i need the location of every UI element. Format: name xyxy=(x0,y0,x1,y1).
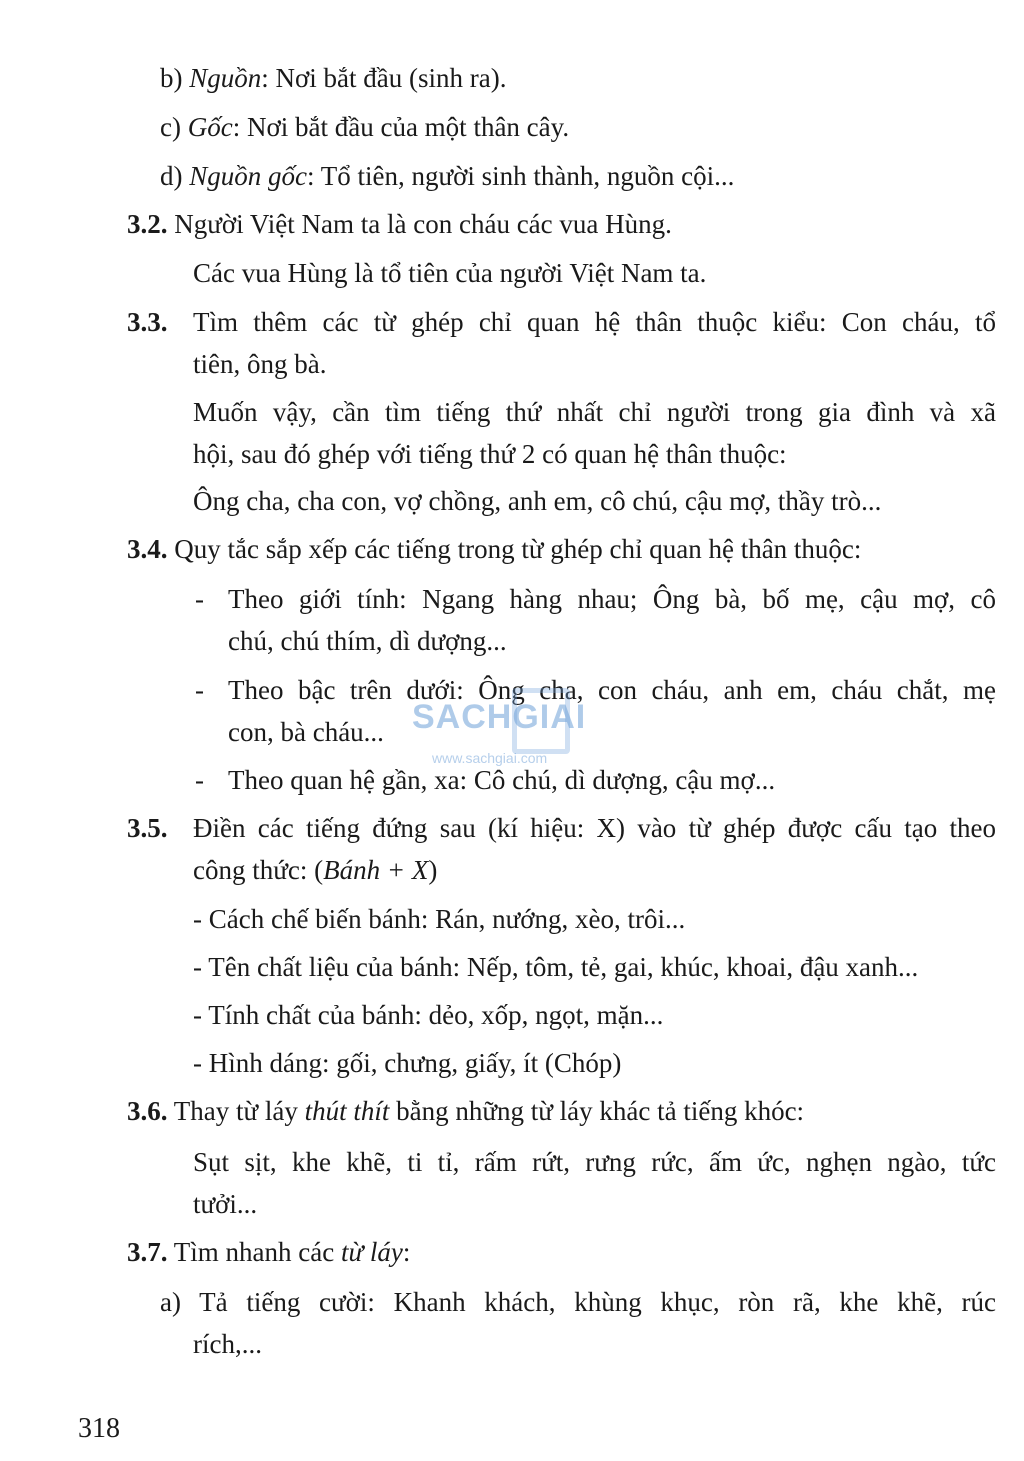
section-text: Tìm nhanh các xyxy=(173,1237,341,1267)
item-d-term: Nguồn gốc xyxy=(189,161,307,191)
section-3-5-number xyxy=(127,811,168,845)
section-3-5-bullet1: - Cách chế biến bánh: Rán, nướng, xèo, trôi... xyxy=(193,904,686,934)
formula-prefix: công thức: ( xyxy=(193,855,324,885)
item-b-prefix: b) xyxy=(160,63,190,93)
page-number: 318 xyxy=(78,1413,120,1444)
formula-suffix: ) xyxy=(428,855,438,885)
section-text: : xyxy=(402,1237,411,1267)
section-3-2-line1 xyxy=(127,207,672,241)
section-text: Quy tắc sắp xếp các tiếng trong từ ghép chỉ quan hệ thân thuộc: xyxy=(174,534,862,564)
section-3-4-bullet2-line2: con, bà cháu... xyxy=(228,717,384,747)
section-number: 3.6. xyxy=(127,1096,168,1126)
section-3-5-line2 xyxy=(193,853,437,887)
item-b-term: Nguồn xyxy=(189,63,262,93)
section-3-4-bullet3: Theo quan hệ gần, xa: Cô chú, dì dượng, cậu mợ... xyxy=(228,765,776,795)
section-text: Thay từ láy xyxy=(173,1096,305,1126)
italic-term: thút thít xyxy=(304,1096,390,1126)
section-3-7-item-a-line1: a) Tả tiếng cười: Khanh khách, khùng khục, ròn rã, khe khẽ, rúc xyxy=(160,1287,996,1317)
item-c-text: : Nơi bắt đầu của một thân cây. xyxy=(232,112,570,142)
section-number: 3.2. xyxy=(127,209,168,239)
watermark xyxy=(412,696,622,786)
section-3-3-number xyxy=(127,305,168,339)
item-c xyxy=(160,110,569,144)
section-3-3-line4: hội, sau đó ghép với tiếng thứ 2 có quan hệ thân thuộc: xyxy=(193,439,787,469)
section-3-7-item-a-line2: rích,... xyxy=(193,1329,262,1359)
formula: Bánh + X xyxy=(323,855,429,885)
item-b-text: : Nơi bắt đầu (sinh ra). xyxy=(261,63,507,93)
section-number: 3.5. xyxy=(127,813,168,843)
section-3-6-line1 xyxy=(127,1094,804,1128)
section-text: Người Việt Nam ta là con cháu các vua Hùng. xyxy=(174,209,672,239)
section-3-6-line2: Sụt sịt, khe khẽ, ti tỉ, rấm rứt, rưng rức, ấm ức, nghẹn ngào, tức xyxy=(193,1147,996,1177)
section-3-7-line1 xyxy=(127,1235,410,1269)
watermark-url: www.sachgiai.com xyxy=(432,750,548,766)
section-3-5-bullet3: - Tính chất của bánh: dẻo, xốp, ngọt, mặn... xyxy=(193,1000,664,1030)
item-d-text: : Tổ tiên, người sinh thành, nguồn cội... xyxy=(307,161,735,191)
section-3-3-line3: Muốn vậy, cần tìm tiếng thứ nhất chỉ người trong gia đình và xã xyxy=(193,397,996,427)
section-number: 3.4. xyxy=(127,534,168,564)
section-3-2-line2: Các vua Hùng là tổ tiên của người Việt Nam ta. xyxy=(193,258,707,288)
section-3-4-line1 xyxy=(127,532,861,566)
section-3-5-line1: Điền các tiếng đứng sau (kí hiệu: X) vào từ ghép được cấu tạo theo xyxy=(193,813,996,843)
section-3-4-bullet1-line2: chú, chú thím, dì dượng... xyxy=(228,626,507,656)
bullet-dash: - xyxy=(195,584,204,614)
section-3-3-line2: tiên, ông bà. xyxy=(193,349,327,379)
item-c-prefix: c) xyxy=(160,112,188,142)
section-3-3-line5: Ông cha, cha con, vợ chồng, anh em, cô chú, cậu mợ, thầy trò... xyxy=(193,486,882,516)
item-d-prefix: d) xyxy=(160,161,190,191)
bullet-dash: - xyxy=(195,675,204,705)
section-3-4-bullet1-line1: Theo giới tính: Ngang hàng nhau; Ông bà, bố mẹ, cậu mợ, cô xyxy=(228,584,996,614)
section-3-5-bullet2: - Tên chất liệu của bánh: Nếp, tôm, tẻ, gai, khúc, khoai, đậu xanh... xyxy=(193,952,919,982)
item-b xyxy=(160,61,506,95)
section-3-6-line3: tưởi... xyxy=(193,1189,258,1219)
watermark-text: SACHGIAI xyxy=(412,698,587,736)
italic-term: từ láy xyxy=(340,1237,403,1267)
item-d xyxy=(160,159,734,193)
section-text: bằng những từ láy khác tả tiếng khóc: xyxy=(389,1096,805,1126)
section-3-4-bullet2-line1: Theo bậc trên dưới: Ông cha, con cháu, anh em, cháu chắt, mẹ xyxy=(228,675,996,705)
section-number: 3.7. xyxy=(127,1237,168,1267)
bullet-dash: - xyxy=(195,765,204,795)
section-3-3-line1: Tìm thêm các từ ghép chỉ quan hệ thân thuộc kiểu: Con cháu, tổ xyxy=(193,307,996,337)
item-c-term: Gốc xyxy=(187,112,233,142)
section-3-5-bullet4: - Hình dáng: gối, chưng, giấy, ít (Chóp) xyxy=(193,1048,622,1078)
section-number: 3.3. xyxy=(127,307,168,337)
